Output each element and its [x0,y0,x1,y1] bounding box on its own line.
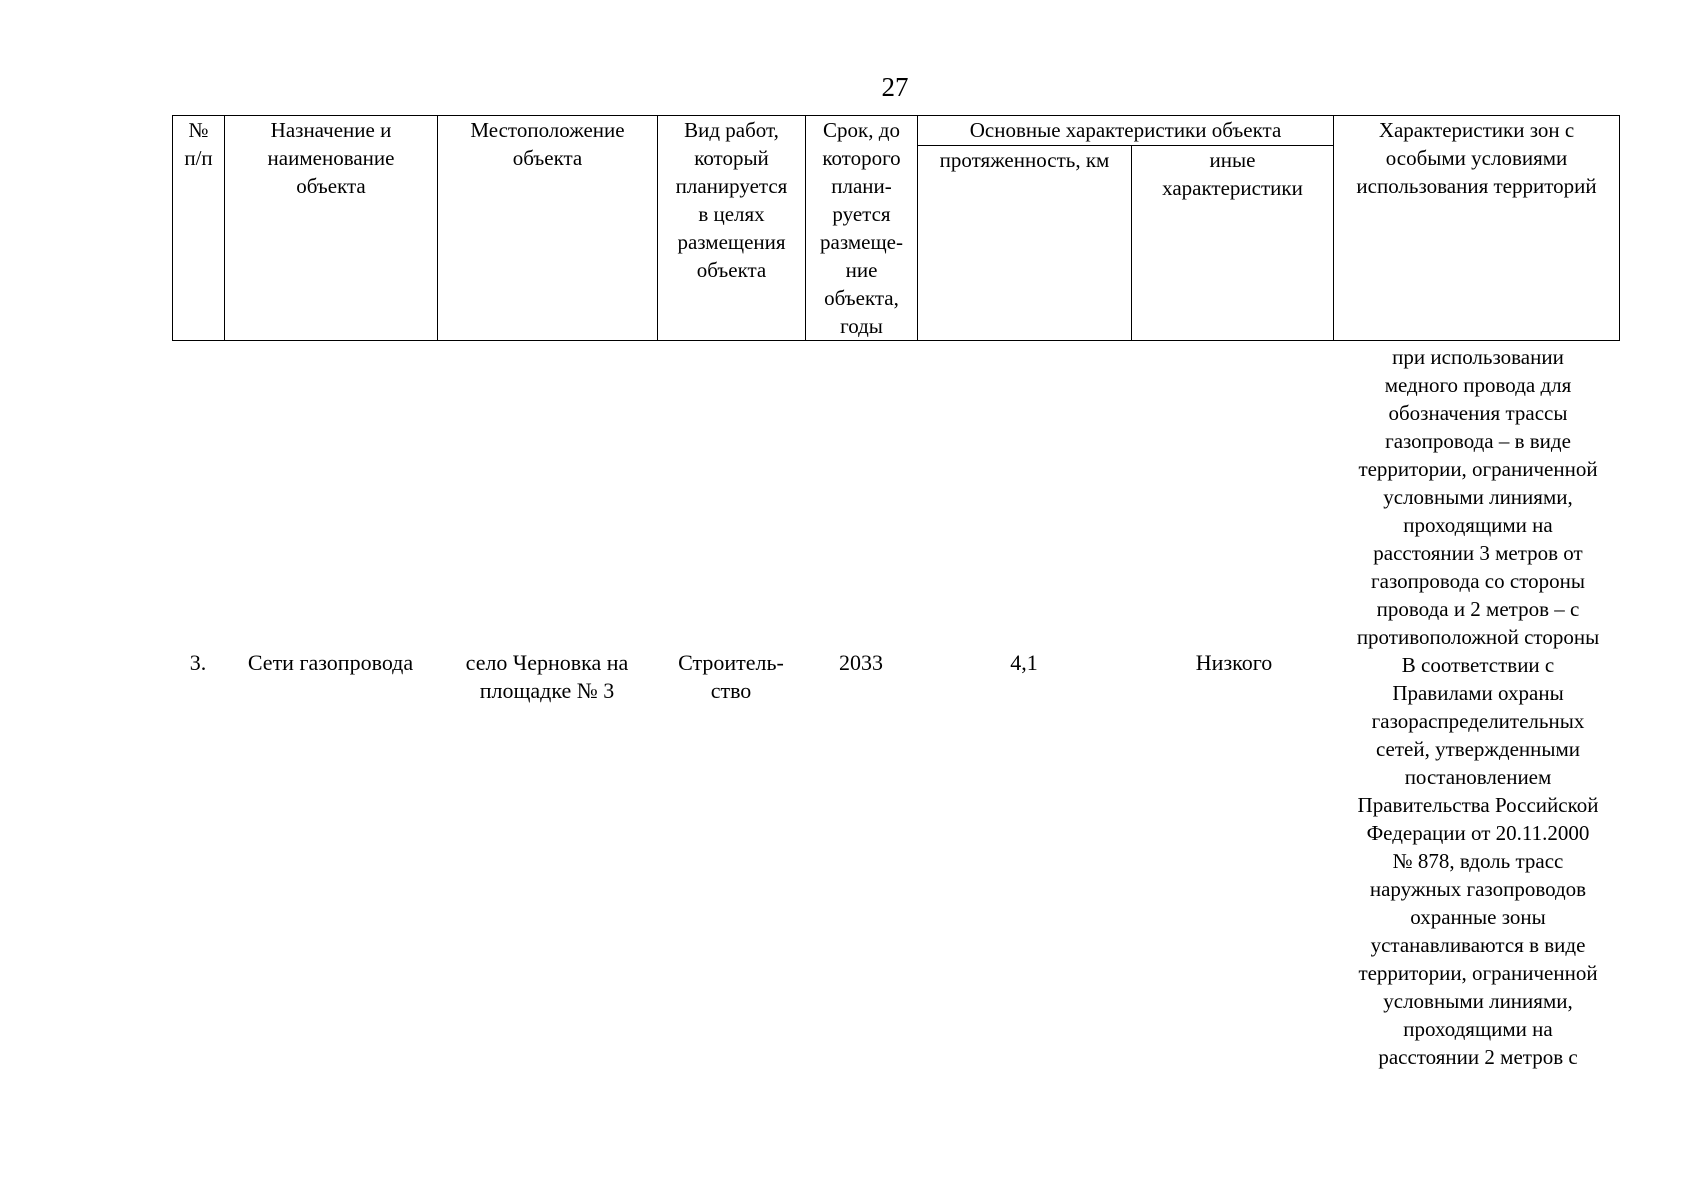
row-name: Сети газопровода [247,650,414,675]
zone-text-line: газопровода со стороны [1371,569,1585,593]
zone-text-line: В соответствии с [1401,653,1555,677]
row-deadline: 2033 [839,650,883,675]
zone-text-line: Правительства Российской [1357,793,1599,817]
table-header [172,115,1620,341]
zone-text-line: газопровода – в виде [1385,429,1571,453]
zone-text-line: наружных газопроводов [1369,877,1587,901]
zone-text-line: расстоянии 2 метров с [1378,1045,1578,1069]
row-location: село Черновка на площадке № 3 [465,650,629,703]
zone-text-line: расстоянии 3 метров от [1373,541,1583,565]
zone-text-line: противоположной стороны [1356,625,1600,649]
header-num: № п/п [173,116,225,341]
table-row [172,343,1619,1073]
row-zone-characteristics [1337,343,1619,1071]
zone-text-line: газораспределительных [1371,709,1585,733]
zone-text-line: устанавливаются в виде [1370,933,1586,957]
zone-text-line: территории, ограниченной [1358,961,1598,985]
header-other-characteristics: иные характеристики [1132,146,1334,341]
header-location: Местоположение объекта [438,116,658,341]
header-zones: Характеристики зон с особыми условиями использования территорий [1334,116,1620,341]
zone-text-line: обозначения трассы [1388,401,1568,425]
header-main-characteristics: Основные характеристики объекта [918,116,1334,146]
header-work-type: Вид работ, который планируется в целях размещения объекта [658,116,806,341]
zone-text-line: провода и 2 метров – с [1376,597,1580,621]
row-num: 3. [189,650,207,675]
row-work-type: Строитель- ство [678,650,784,703]
zone-text-line: № 878, вдоль трасс [1392,849,1564,873]
zone-text-line: условными линиями, [1383,485,1573,509]
zone-text-line: медного провода для [1384,373,1572,397]
zone-text-line: условными линиями, [1383,989,1573,1013]
zone-text-line: постановлением [1404,765,1552,789]
zone-text-line: проходящими на [1403,513,1553,537]
zone-text-line: Федерации от 20.11.2000 [1366,821,1590,845]
zone-text-line: при использовании [1392,345,1564,369]
zone-text-line: проходящими на [1403,1017,1553,1041]
header-length: протяженность, км [918,146,1132,341]
zone-text-line: охранные зоны [1410,905,1546,929]
row-length: 4,1 [1010,650,1038,675]
zone-text-line: территории, ограниченной [1358,457,1598,481]
row-other-characteristics: Низкого [1195,650,1273,675]
page-number: 27 [881,72,909,102]
header-name: Назначение и наименование объекта [225,116,438,341]
zone-text-line: Правилами охраны [1392,681,1564,705]
header-deadline: Срок, до которого плани- руется размеще- ние объекта, годы [806,116,918,341]
zone-text-line: сетей, утвержденными [1375,737,1581,761]
